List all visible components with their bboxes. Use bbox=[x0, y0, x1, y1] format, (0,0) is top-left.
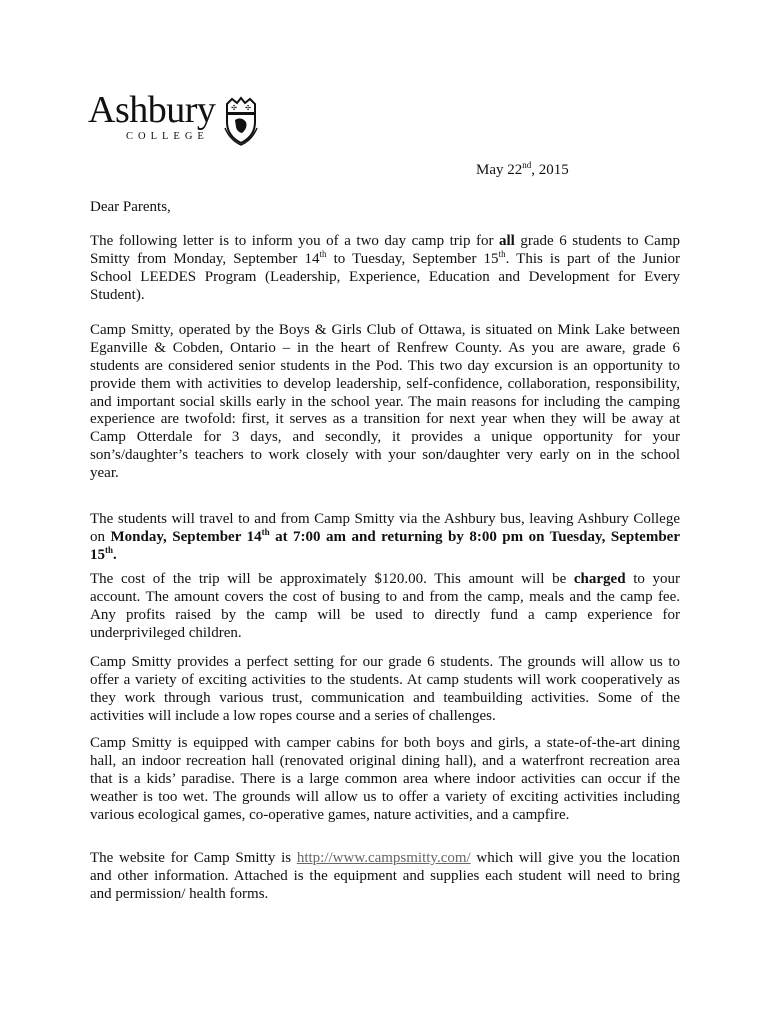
logo-wordmark: Ashbury bbox=[88, 89, 216, 131]
paragraph-line bbox=[90, 429, 680, 447]
paragraph-line bbox=[90, 789, 680, 807]
text-segment: Camp Smitty provides a perfect setting for our grade 6 students. The grounds will allow us to bbox=[90, 654, 680, 670]
text-segment: which will give you the location bbox=[470, 850, 680, 866]
text-segment: year. bbox=[90, 465, 119, 482]
text-segment: grade 6 students to Camp bbox=[514, 233, 680, 249]
text-segment: The cost of the trip will be approximately $120.00. This amount will be bbox=[90, 571, 574, 587]
paragraph-line bbox=[90, 511, 680, 529]
paragraph-line bbox=[90, 753, 680, 771]
letter-paragraph bbox=[90, 850, 680, 904]
text-segment: that is a kids’ paradise. There is a large common area where indoor activities can occur if the bbox=[90, 770, 680, 787]
text-segment: The website for Camp Smitty is bbox=[90, 850, 297, 866]
date-year: , 2015 bbox=[531, 162, 569, 178]
paragraph-line bbox=[90, 394, 680, 412]
bold-text: th bbox=[261, 526, 270, 537]
paragraph-line bbox=[90, 340, 680, 358]
paragraph-line bbox=[90, 589, 680, 607]
text-segment: they work through various trust, communication and teambuilding activities. Some of the bbox=[90, 689, 680, 706]
text-segment: offer a variety of exciting activities to the students. At camp students will work cooperatively as bbox=[90, 671, 680, 688]
paragraph-line bbox=[90, 672, 680, 690]
text-segment: Any profits raised by the camp will be used to directly fund a camp experience for bbox=[90, 606, 680, 623]
paragraph-line bbox=[90, 287, 680, 305]
bold-text: Monday, September 14 bbox=[110, 528, 262, 545]
svg-text:✣: ✣ bbox=[245, 104, 251, 112]
text-segment: to your bbox=[625, 571, 680, 587]
paragraph-line bbox=[90, 607, 680, 625]
bold-text: all bbox=[499, 233, 515, 249]
text-segment: and important social skills early in the school year. The main reasons for including the camping bbox=[90, 393, 680, 410]
bold-text: th bbox=[105, 544, 114, 555]
text-segment: . This is part of the Junior bbox=[505, 250, 680, 267]
text-segment: account. The amount covers the cost of busing to and from the camp, meals and the camp fee. bbox=[90, 588, 680, 605]
text-segment: Smitty from Monday, September 14 bbox=[90, 250, 320, 267]
paragraph-line bbox=[90, 544, 680, 565]
text-segment: weather is too wet. The grounds will allow us to offer a variety of exciting activities including bbox=[90, 788, 680, 805]
text-segment: to Tuesday, September 15 bbox=[326, 250, 499, 267]
paragraph-line bbox=[90, 850, 680, 868]
paragraph-line bbox=[90, 868, 680, 886]
text-segment: on bbox=[90, 528, 111, 545]
paragraph-line bbox=[90, 269, 680, 287]
text-segment: students are considered senior students in the Pod. This two day excursion is an opportunity to bbox=[90, 357, 680, 374]
letter-date bbox=[476, 162, 569, 179]
paragraph-line bbox=[90, 447, 680, 465]
paragraph-line bbox=[90, 526, 680, 547]
paragraph-line bbox=[90, 411, 680, 429]
svg-text:✣: ✣ bbox=[231, 104, 237, 112]
paragraph-line bbox=[90, 248, 680, 269]
paragraph-line bbox=[90, 358, 680, 376]
text-segment: and other information. Attached is the equipment and supplies each student will need to bring bbox=[90, 867, 680, 884]
bold-text: at 7:00 am and returning by 8:00 pm on Tuesday, September bbox=[269, 528, 680, 545]
ashbury-college-logo bbox=[88, 89, 258, 150]
letter-paragraph bbox=[90, 233, 680, 305]
paragraph-line bbox=[90, 625, 680, 643]
ordinal-suffix: th bbox=[319, 248, 327, 259]
text-segment: and permission/ health forms. bbox=[90, 885, 269, 902]
paragraph-line bbox=[90, 571, 680, 589]
letter-paragraph bbox=[90, 735, 680, 824]
text-segment: Student). bbox=[90, 286, 145, 303]
letter-paragraph bbox=[90, 571, 680, 643]
paragraph-line bbox=[90, 654, 680, 672]
ordinal-suffix: th bbox=[498, 248, 506, 259]
text-segment: various ecological games, co-operative games, nature activities, and a campfire. bbox=[90, 806, 570, 823]
paragraph-line bbox=[90, 465, 680, 483]
text-segment: The students will travel to and from Camp Smitty via the Ashbury bus, leaving Ashbury College bbox=[90, 511, 680, 527]
letter-paragraph bbox=[90, 322, 680, 483]
text-segment: provide them with activities to develop leadership, self-confidence, collaboration, responsibility, bbox=[90, 375, 680, 392]
text-segment: activities will include a low ropes course and a series of challenges. bbox=[90, 707, 496, 724]
paragraph-line bbox=[90, 807, 680, 825]
paragraph-line bbox=[90, 376, 680, 394]
logo-subtitle: COLLEGE bbox=[126, 131, 209, 142]
paragraph-line bbox=[90, 708, 680, 726]
text-segment: hall, an indoor recreation hall (renovated original dining hall), and a waterfront recreation area bbox=[90, 752, 680, 769]
text-segment: Camp Smitty, operated by the Boys & Girls Club of Ottawa, is situated on Mink Lake between bbox=[90, 322, 680, 338]
text-segment: Camp Smitty is equipped with camper cabins for both boys and girls, a state-of-the-art dining bbox=[90, 735, 680, 751]
paragraph-line bbox=[90, 322, 680, 340]
text-segment: Eganville & Cobden, Ontario – in the heart of Renfrew County. As you are aware, grade 6 bbox=[90, 339, 680, 356]
letter-paragraph bbox=[90, 511, 680, 565]
paragraph-line bbox=[90, 735, 680, 753]
bold-text: charged bbox=[573, 571, 626, 587]
text-segment: underprivileged children. bbox=[90, 624, 242, 641]
text-segment: The following letter is to inform you of a two day camp trip for bbox=[90, 233, 500, 249]
crest-icon bbox=[224, 96, 258, 146]
text-segment: son’s/daughter’s teachers to work closely with your son/daughter very early on in the school bbox=[90, 447, 680, 464]
text-segment: School LEEDES Program (Leadership, Experience, Education and Development for Every bbox=[90, 268, 680, 285]
paragraph-line bbox=[90, 771, 680, 789]
paragraph-line bbox=[90, 886, 680, 904]
date-suffix: nd bbox=[522, 160, 532, 170]
text-segment: Camp Otterdale for 3 days, and secondly, it provides a unique opportunity for your bbox=[90, 429, 680, 446]
website-link[interactable]: http://www.campsmitty.com/ bbox=[296, 850, 471, 866]
bold-text: . bbox=[113, 546, 117, 563]
letter-paragraph bbox=[90, 654, 680, 726]
text-segment: experience are twofold: first, it serves as a transition for next year when they will be away at bbox=[90, 411, 680, 428]
paragraph-line bbox=[90, 690, 680, 708]
paragraph-line bbox=[90, 233, 680, 251]
salutation: Dear Parents, bbox=[90, 199, 171, 215]
date-text: May 22 bbox=[476, 162, 523, 178]
bold-text: 15 bbox=[90, 546, 105, 563]
